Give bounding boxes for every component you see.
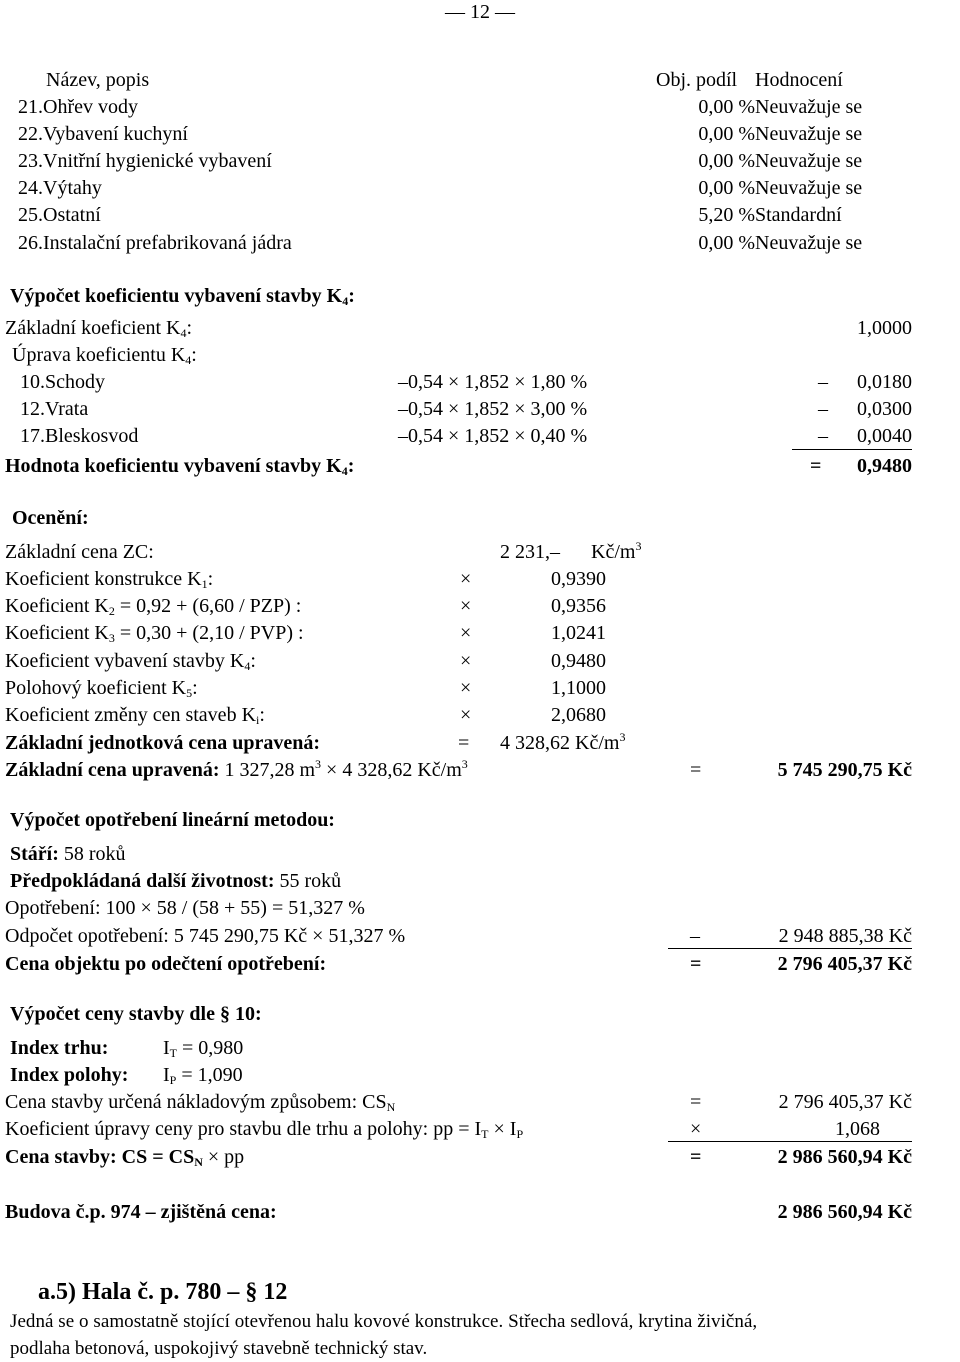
adjusted-price-value: 5 745 290,75 Kč — [777, 759, 912, 781]
coefficient-label: Koeficient $K_3 = 0,30 + (2,10 / PVP)$ : — [5, 622, 304, 645]
building-price-op: = — [690, 1146, 702, 1168]
location-index-label: Index polohy: — [10, 1064, 129, 1086]
unit-price-label: Základní jednotková cena upravená: — [5, 732, 321, 754]
row-name: 24.Výtahy — [18, 177, 102, 199]
coefficient-label: Koeficient změny cen staveb $K_i$: — [5, 704, 265, 727]
coefficient-op: × — [460, 704, 472, 726]
row-name: 22.Vybavení kuchyní — [18, 123, 188, 145]
coefficient-label: Koeficient vybavení stavby $K_4$: — [5, 650, 256, 673]
coefficient-label: Polohový koeficient $K_5$: — [5, 677, 198, 700]
section-heading: Výpočet ceny stavby dle § 10: — [10, 1003, 262, 1025]
building-price-label: Cena stavby: CS = $CS_N$ × pp — [5, 1146, 245, 1169]
coefficient-op: × — [460, 677, 472, 699]
description-line: Jedná se o samostatně stojící otevřenou halu kovové konstrukce. Střecha sedlová, krytina živičná, — [10, 1311, 758, 1332]
unit-price-value: 4 328,62 $Kč/m^3$ — [500, 730, 626, 754]
coefficient-op: × — [460, 650, 472, 672]
base-coefficient-label: Základní koeficient $K_4$: — [5, 317, 193, 340]
market-index-value: $I_T = 0,980$ — [163, 1037, 244, 1060]
cost-price-label: Cena stavby určená nákladovým způsobem: $CS_N$ — [5, 1091, 396, 1114]
row-share: 0,00 % — [698, 177, 755, 199]
adjustment-sign: – — [818, 371, 828, 393]
coefficient-op: × — [460, 622, 472, 644]
deduction-value: 2 948 885,38 Kč — [778, 925, 912, 947]
column-header-rating: Hodnocení — [755, 69, 843, 91]
adjustment-value: 0,0040 — [857, 425, 912, 447]
coefficient-value: 1,1000 — [551, 677, 606, 699]
row-name: 26.Instalační prefabrikovaná jádra — [18, 232, 292, 254]
k4-result-label: Hodnota koeficientu vybavení stavby $K_4$: — [5, 455, 355, 478]
net-price-op: = — [690, 953, 702, 975]
adjustment-coef-label: Koeficient úpravy ceny pro stavbu dle trhu a polohy: pp = $I_T \times I_P$ — [5, 1118, 524, 1141]
row-share: 0,00 % — [698, 150, 755, 172]
coefficient-label: Koeficient konstrukce $K_1$: — [5, 568, 214, 591]
coefficient-op: × — [460, 568, 472, 590]
sum-rule — [792, 449, 912, 450]
row-rating: Neuvažuje se — [755, 232, 863, 254]
column-header-name: Název, popis — [46, 69, 150, 91]
adjustment-value: 0,0300 — [857, 398, 912, 420]
coefficient-value: 1,0241 — [551, 622, 606, 644]
summary-value: 2 986 560,94 Kč — [777, 1201, 912, 1223]
cost-price-op: = — [690, 1091, 702, 1113]
coefficient-value: 0,9480 — [551, 650, 606, 672]
description-line: podlaha betonová, uspokojivý stavebně technický stav. — [10, 1338, 428, 1359]
deduction-line: Odpočet opotřebení: 5 745 290,75 Kč × 51,327 % — [5, 925, 406, 947]
deduction-op: – — [690, 925, 700, 947]
lifetime-line: Předpokládaná další životnost: 55 roků — [10, 870, 342, 892]
coefficient-op: × — [460, 595, 472, 617]
base-price-value: 2 231,– — [500, 541, 560, 563]
coefficient-label: Koeficient $K_2 = 0,92 + (6,60 / PZP)$ : — [5, 595, 302, 618]
market-index-label: Index trhu: — [10, 1037, 109, 1059]
base-price-unit: $Kč/m^3$ — [591, 539, 642, 563]
row-share: 0,00 % — [698, 123, 755, 145]
adjustment-name: 10.Schody — [20, 371, 105, 393]
base-coefficient-value: 1,0000 — [857, 317, 912, 339]
location-index-value: $I_P = 1,090$ — [163, 1064, 243, 1087]
net-price-value: 2 796 405,37 Kč — [777, 953, 912, 975]
section-heading: Výpočet koeficientu vybavení stavby $K_4$: — [10, 285, 355, 308]
adjustment-calc: –0,54 × 1,852 × 0,40 % — [398, 425, 588, 447]
adjusted-price-op: = — [690, 759, 702, 781]
net-price-label: Cena objektu po odečtení opotřebení: — [5, 953, 327, 975]
adjustment-coef-op: × — [690, 1118, 702, 1140]
row-rating: Neuvažuje se — [755, 150, 863, 172]
adjustment-calc: –0,54 × 1,852 × 1,80 % — [398, 371, 588, 393]
building-price-value: 2 986 560,94 Kč — [777, 1146, 912, 1168]
column-header-share: Obj. podíl — [656, 69, 738, 91]
row-name: 23.Vnitřní hygienické vybavení — [18, 150, 272, 172]
cost-price-value: 2 796 405,37 Kč — [778, 1091, 912, 1113]
coefficient-value: 2,0680 — [551, 704, 606, 726]
row-share: 0,00 % — [698, 96, 755, 118]
section-heading: Výpočet opotřebení lineární metodou: — [10, 809, 335, 831]
coefficient-value: 0,9356 — [551, 595, 606, 617]
depreciation-line: Opotřebení: 100 × 58 / (58 + 55) = 51,327 % — [5, 897, 365, 919]
base-price-label: Základní cena ZC: — [5, 541, 154, 563]
adjustment-sign: – — [818, 398, 828, 420]
adjustment-calc: –0,54 × 1,852 × 3,00 % — [398, 398, 588, 420]
row-rating: Neuvažuje se — [755, 96, 863, 118]
summary-label: Budova č.p. 974 – zjištěná cena: — [5, 1201, 277, 1223]
row-rating: Neuvažuje se — [755, 177, 863, 199]
adjustment-coef-value: 1,068 — [835, 1118, 880, 1140]
sum-rule — [668, 1141, 912, 1142]
adjustment-label: Úprava koeficientu $K_4$: — [12, 344, 197, 367]
row-share: 5,20 % — [698, 204, 755, 226]
adjustment-name: 12.Vrata — [20, 398, 89, 420]
row-share: 0,00 % — [698, 232, 755, 254]
k4-result-sign: = — [810, 455, 822, 477]
section-heading: Ocenění: — [12, 507, 89, 529]
row-name: 25.Ostatní — [18, 204, 101, 226]
unit-price-op: = — [458, 732, 470, 754]
row-rating: Neuvažuje se — [755, 123, 863, 145]
adjustment-value: 0,0180 — [857, 371, 912, 393]
page-number: — 12 — — [445, 1, 515, 23]
age-line: Stáří: 58 roků — [10, 843, 126, 865]
sum-rule — [668, 948, 912, 949]
section-heading: a.5) Hala č. p. 780 – § 12 — [38, 1279, 288, 1305]
adjustment-name: 17.Bleskosvod — [20, 425, 139, 447]
coefficient-value: 0,9390 — [551, 568, 606, 590]
row-rating: Standardní — [755, 204, 842, 226]
adjustment-sign: – — [818, 425, 828, 447]
adjusted-price-line: Základní cena upravená: 1 327,28 $m^3 \times 4$ 328,62 $Kč/m^3$ — [5, 757, 468, 781]
k4-result-value: 0,9480 — [857, 455, 912, 477]
row-name: 21.Ohřev vody — [18, 96, 138, 118]
